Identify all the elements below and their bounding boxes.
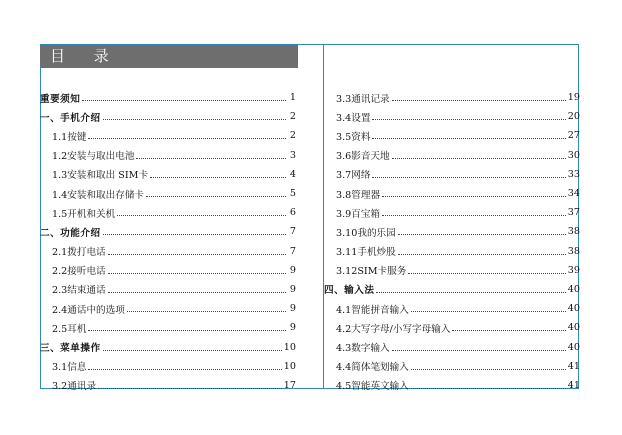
toc-entry-page-number: 20 xyxy=(567,111,580,123)
toc-entry-page-number: 33 xyxy=(567,168,580,180)
dot-leader xyxy=(117,215,286,216)
toc-entry[interactable] xyxy=(324,299,580,318)
toc-entry-label: 2.1拨打电话 xyxy=(52,247,106,259)
dot-leader xyxy=(382,196,566,197)
toc-entry-page-number: 3 xyxy=(289,149,296,161)
toc-entry-page-number: 38 xyxy=(567,245,580,257)
dot-leader xyxy=(398,254,566,255)
toc-entry-page-number: 41 xyxy=(567,379,580,391)
dot-leader xyxy=(372,119,565,120)
toc-entry-label: 1.2安装与取出电池 xyxy=(52,151,135,163)
toc-entry-label: 四、输入法 xyxy=(324,285,375,297)
toc-entry[interactable] xyxy=(324,261,580,280)
toc-entry[interactable] xyxy=(40,126,296,145)
dot-leader xyxy=(376,292,565,293)
toc-entry-page-number: 10 xyxy=(283,360,296,372)
toc-entry-page-number: 9 xyxy=(289,322,296,334)
toc-entry-page-number: 5 xyxy=(289,188,296,200)
dot-leader xyxy=(392,158,566,159)
toc-entry-page-number: 6 xyxy=(289,207,296,219)
toc-entry-page-number: 39 xyxy=(567,264,580,276)
toc-entry[interactable] xyxy=(40,88,296,107)
dot-leader xyxy=(136,158,286,159)
toc-entry-label: 3.8管理器 xyxy=(336,189,381,201)
toc-entry[interactable] xyxy=(324,280,580,299)
toc-entry[interactable] xyxy=(40,299,296,318)
toc-entry-label: 1.5开机和关机 xyxy=(52,208,116,220)
toc-entry-label: 3.3通讯记录 xyxy=(336,93,390,105)
toc-entry-label: 3.7网络 xyxy=(336,170,371,182)
toc-entry[interactable] xyxy=(324,357,580,376)
dot-leader xyxy=(146,196,286,197)
toc-entry-page-number: 7 xyxy=(289,245,296,257)
toc-entry-page-number: 30 xyxy=(567,149,580,161)
dot-leader xyxy=(108,254,286,255)
toc-entry-label: 3.9百宝箱 xyxy=(336,208,381,220)
toc-entry-label: 3.10我的乐园 xyxy=(336,227,396,239)
dot-leader xyxy=(408,273,565,274)
toc-entry-page-number: 9 xyxy=(289,283,296,295)
toc-entry-label: 1.1按键 xyxy=(52,131,87,143)
toc-entry[interactable] xyxy=(40,318,296,337)
dot-leader xyxy=(88,369,281,370)
toc-entry[interactable] xyxy=(324,318,580,337)
toc-entry-label: 4.2大写字母/小写字母输入 xyxy=(336,323,451,335)
toc-entry-page-number: 10 xyxy=(283,341,296,353)
dot-leader xyxy=(392,350,566,351)
toc-entry-label: 2.3结束通话 xyxy=(52,285,106,297)
toc-entry-label: 三、菜单操作 xyxy=(40,343,101,355)
toc-entry-page-number: 34 xyxy=(567,188,580,200)
dot-leader xyxy=(452,330,565,331)
toc-entry-label: 一、手机介绍 xyxy=(40,112,101,124)
toc-entry-page-number: 2 xyxy=(289,130,296,142)
toc-entry[interactable] xyxy=(40,357,296,376)
dot-leader xyxy=(103,119,286,120)
toc-entry[interactable] xyxy=(40,261,296,280)
toc-entry-label: 2.2接听电话 xyxy=(52,266,106,278)
toc-entry-page-number: 4 xyxy=(289,168,296,180)
toc-entry[interactable] xyxy=(324,88,580,107)
toc-entry-label: 4.1智能拼音输入 xyxy=(336,304,409,316)
dot-leader xyxy=(398,234,566,235)
toc-entry[interactable] xyxy=(40,203,296,222)
toc-entry[interactable] xyxy=(324,146,580,165)
dot-leader xyxy=(108,292,286,293)
toc-entry[interactable] xyxy=(40,222,296,241)
dot-leader xyxy=(411,369,566,370)
toc-title: 目 录 xyxy=(40,45,298,68)
toc-entry-label: 3.11手机炒股 xyxy=(336,247,396,259)
toc-entry-label: 4.5智能英文输入 xyxy=(336,381,409,393)
toc-entry-page-number: 9 xyxy=(289,264,296,276)
toc-entry[interactable] xyxy=(324,376,580,395)
toc-entry[interactable] xyxy=(40,184,296,203)
toc-entry[interactable] xyxy=(40,146,296,165)
toc-entry-label: 3.4设置 xyxy=(336,112,371,124)
dot-leader xyxy=(98,388,282,389)
dot-leader xyxy=(103,350,282,351)
toc-entry-page-number: 41 xyxy=(567,360,580,372)
toc-entry-page-number: 7 xyxy=(289,226,296,238)
toc-entry-label: 4.4简体笔划输入 xyxy=(336,362,409,374)
toc-entry-label: 3.12SIM卡服务 xyxy=(336,266,407,278)
toc-entry[interactable] xyxy=(324,242,580,261)
dot-leader xyxy=(82,100,286,101)
toc-entry-page-number: 17 xyxy=(283,379,296,391)
toc-entry-page-number: 37 xyxy=(567,207,580,219)
toc-entry-label: 1.4安装和取出存储卡 xyxy=(52,189,145,201)
toc-entry[interactable] xyxy=(324,165,580,184)
dot-leader xyxy=(108,273,286,274)
toc-entry-label: 二、功能介绍 xyxy=(40,227,101,239)
dot-leader xyxy=(127,311,286,312)
toc-entry-page-number: 19 xyxy=(567,92,580,104)
toc-entry[interactable] xyxy=(40,337,296,356)
toc-entry[interactable] xyxy=(324,107,580,126)
dot-leader xyxy=(88,330,286,331)
toc-entry-page-number: 2 xyxy=(289,111,296,123)
toc-entry-label: 2.4通话中的选项 xyxy=(52,304,125,316)
toc-entry[interactable] xyxy=(40,242,296,261)
dot-leader xyxy=(88,138,286,139)
dot-leader xyxy=(411,311,566,312)
dot-leader xyxy=(382,215,566,216)
toc-entry-label: 重要须知 xyxy=(40,93,81,105)
dot-leader xyxy=(372,177,565,178)
toc-entry-label: 3.5资料 xyxy=(336,131,371,143)
dot-leader xyxy=(372,138,565,139)
toc-entry-label: 4.3数字输入 xyxy=(336,343,390,355)
dot-leader xyxy=(103,234,286,235)
toc-entry-page-number: 40 xyxy=(567,303,580,315)
toc-entry-page-number: 40 xyxy=(567,341,580,353)
toc-right-column xyxy=(324,88,580,395)
toc-entry-page-number: 9 xyxy=(289,303,296,315)
toc-entry-page-number: 40 xyxy=(567,283,580,295)
toc-entry-page-number: 40 xyxy=(567,322,580,334)
toc-left-column xyxy=(40,88,296,395)
toc-entry[interactable] xyxy=(324,203,580,222)
toc-entry[interactable] xyxy=(40,107,296,126)
toc-entry-page-number: 38 xyxy=(567,226,580,238)
toc-entry[interactable] xyxy=(324,184,580,203)
toc-entry[interactable] xyxy=(40,376,296,395)
toc-entry-label: 2.5耳机 xyxy=(52,323,87,335)
toc-entry[interactable] xyxy=(40,280,296,299)
toc-entry[interactable] xyxy=(40,165,296,184)
dot-leader xyxy=(392,100,566,101)
toc-entry[interactable] xyxy=(324,222,580,241)
toc-entry-page-number: 27 xyxy=(567,130,580,142)
toc-entry-label: 3.2通讯录 xyxy=(52,381,97,393)
dot-leader xyxy=(150,177,286,178)
toc-entry-label: 3.6影音天地 xyxy=(336,151,390,163)
toc-entry-label: 3.1信息 xyxy=(52,362,87,374)
toc-entry-label: 1.3安装和取出 SIM卡 xyxy=(52,170,149,182)
toc-entry[interactable] xyxy=(324,337,580,356)
toc-entry[interactable] xyxy=(324,126,580,145)
toc-entry-page-number: 1 xyxy=(289,92,296,104)
dot-leader xyxy=(411,388,566,389)
